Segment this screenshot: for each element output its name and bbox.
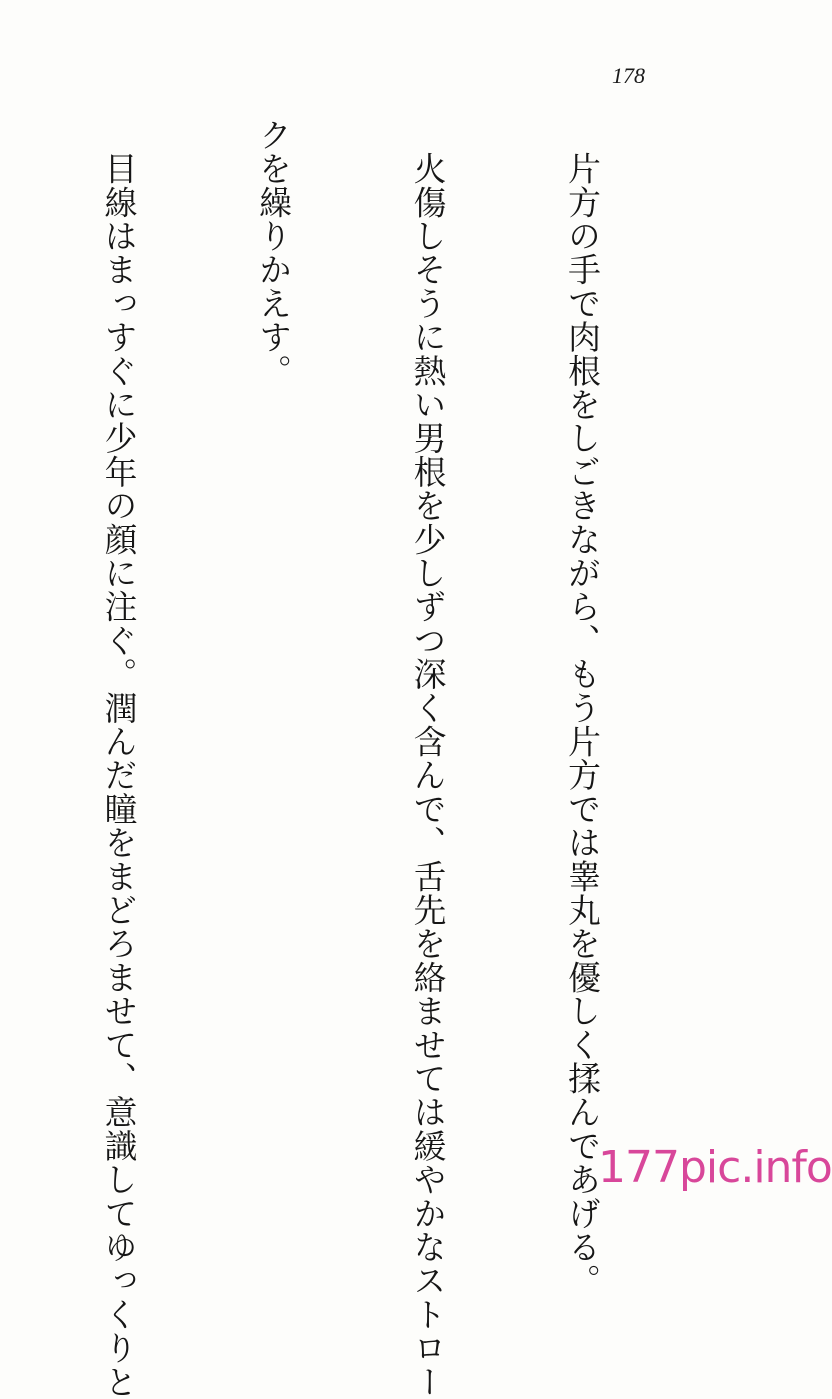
text-line: クを繰りかえす。	[254, 118, 292, 388]
vertical-body-text	[0, 118, 710, 1399]
page-number: 178	[612, 63, 645, 88]
text-line: 片方の手で肉根をしごきながら、もう片方では睾丸を優しく揉んであげる。	[563, 118, 601, 1298]
text-line: 目線はまっすぐに少年の顔に注ぐ。潤んだ瞳をまどろませて、意識してゆっくりと	[99, 118, 138, 1399]
watermark-text: 177pic.info	[598, 1142, 832, 1193]
text-line: 火傷しそうに熱い男根を少しずつ深く含んで、舌先を絡ませては緩やかなストロー	[408, 118, 447, 1399]
